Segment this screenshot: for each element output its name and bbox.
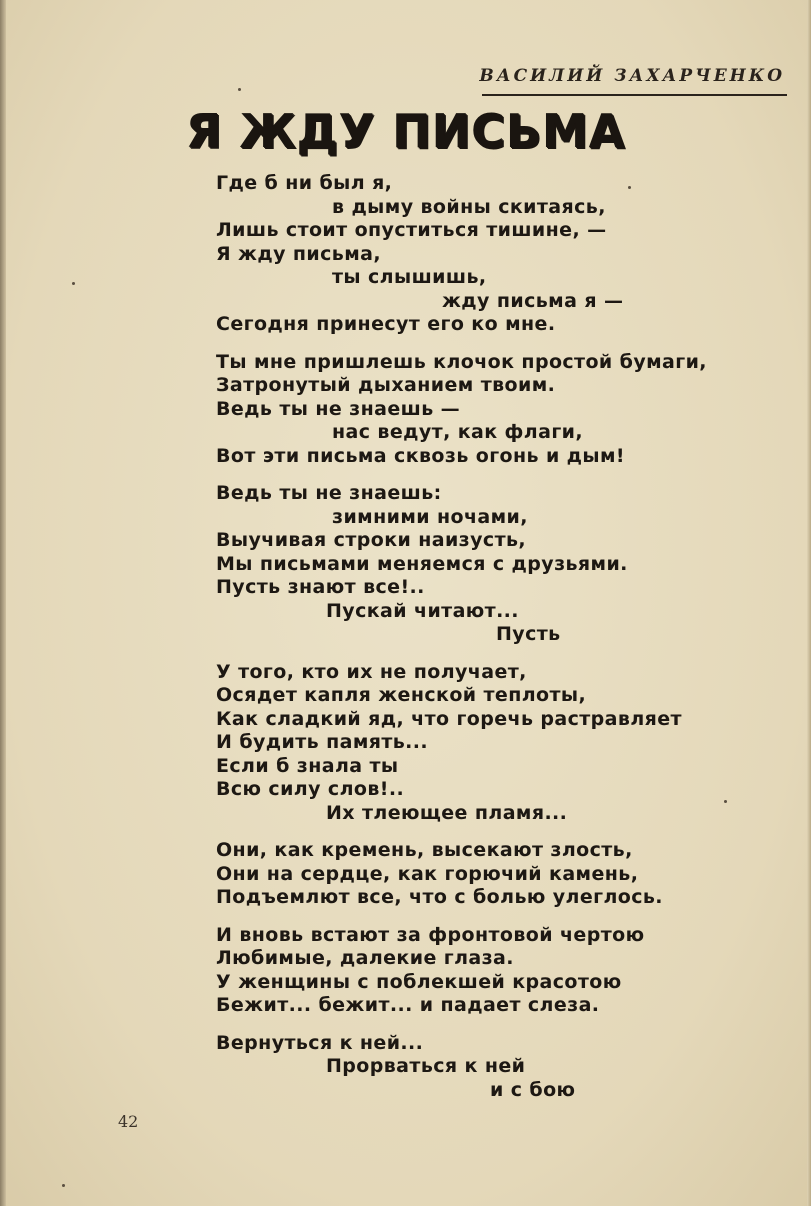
poem-line: У того, кто их не получает, — [216, 660, 527, 683]
print-speck — [724, 800, 727, 803]
header-rule — [482, 94, 787, 96]
poem-line: И будить память... — [216, 731, 429, 753]
poem-line: Они, как кремень, высекают злость, — [216, 839, 633, 861]
page-number: 42 — [118, 1112, 139, 1131]
stanza — [216, 482, 786, 647]
poem-line: Где б ни был я, — [216, 172, 393, 194]
poem-line: Прорваться к ней — [326, 1055, 526, 1077]
stanza — [216, 924, 786, 1018]
poem-line: Осядет капля женской теплоты, — [216, 684, 587, 706]
poem-line: Подъемлют все, что с болью улеглось. — [216, 886, 663, 908]
poem-line: Если б знала ты — [216, 754, 399, 777]
stanza — [216, 1032, 786, 1103]
print-speck — [238, 88, 241, 91]
poem-line: Лишь стоит опуститься тишине, — — [216, 219, 607, 241]
page-left-edge — [0, 0, 6, 1206]
poem-line: Ведь ты не знаешь: — [216, 482, 442, 504]
poem-line: Они на сердце, как горючий камень, — [216, 862, 639, 885]
poem-line: Я жду письма, — [216, 242, 381, 265]
poem-line: Выучивая строки наизусть, — [216, 529, 527, 551]
poem-line: И вновь встают за фронтовой чертою — [216, 923, 645, 946]
poem-line: У женщины с поблекшей красотою — [216, 970, 622, 993]
page-right-edge — [807, 0, 811, 1206]
poem-line: Пускай читают... — [326, 599, 519, 622]
poem-body — [216, 172, 786, 1116]
stanza — [216, 839, 786, 910]
poem-line: жду письма я — — [442, 289, 624, 312]
print-speck — [62, 1184, 65, 1187]
poem-title: Я ЖДУ ПИСЬМА — [185, 104, 626, 158]
poem-line: Ты мне пришлешь клочок простой бумаги, — [216, 350, 707, 373]
poem-line: нас ведут, как флаги, — [332, 421, 583, 443]
poem-line: Мы письмами меняемся с друзьями. — [216, 552, 628, 575]
poem-line: ты слышишь, — [332, 266, 487, 288]
print-speck — [72, 282, 75, 285]
poem-line: Всю силу слов!.. — [216, 778, 405, 800]
poem-line: и с бою — [490, 1078, 576, 1101]
poem-line: Любимые, далекие глаза. — [216, 947, 514, 969]
poem-line: Пусть знают все!.. — [216, 576, 425, 598]
poem-line: Ведь ты не знаешь — — [216, 397, 461, 420]
stanza — [216, 351, 786, 469]
poem-line: в дыму войны скитаясь, — [332, 195, 606, 218]
poem-line: Их тлеющее пламя... — [326, 801, 568, 824]
poem-line: Затронутый дыханием твоим. — [216, 374, 556, 396]
stanza — [216, 661, 786, 826]
poem-line: Вернуться к ней... — [216, 1031, 424, 1054]
poem-line: Пусть — [496, 623, 561, 645]
poem-line: Бежит... бежит... и падает слеза. — [216, 994, 600, 1016]
stanza — [216, 172, 786, 337]
poem-line: Вот эти письма сквозь огонь и дым! — [216, 444, 625, 467]
author-name: ВАСИЛИЙ ЗАХАРЧЕНКО — [479, 66, 785, 86]
poem-line: Сегодня принесут его ко мне. — [216, 313, 556, 335]
poem-line: зимними ночами, — [332, 505, 528, 528]
print-speck — [628, 186, 631, 189]
poem-line: Как сладкий яд, что горечь растравляет — [216, 707, 682, 730]
